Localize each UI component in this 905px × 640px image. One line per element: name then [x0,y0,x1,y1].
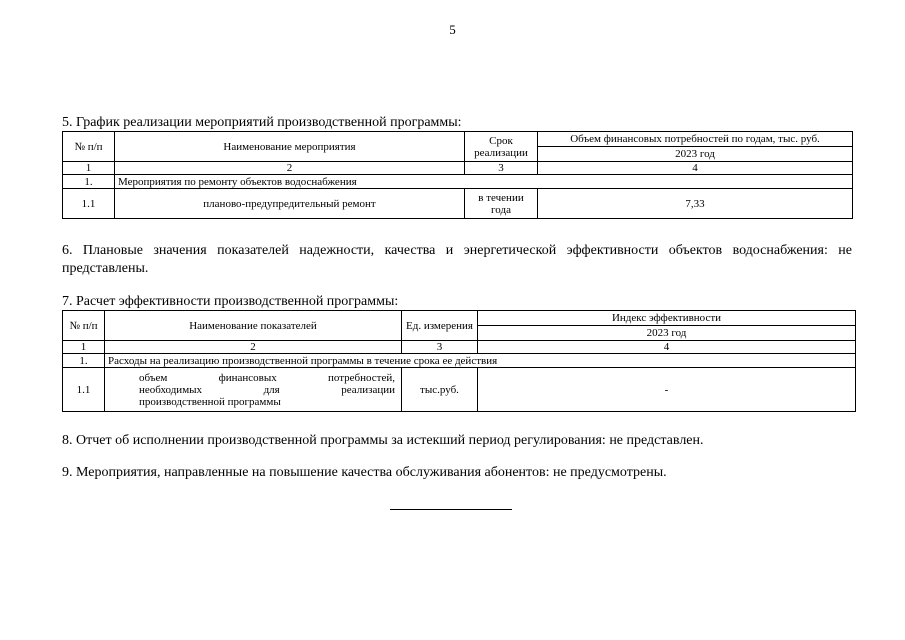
page-number: 5 [449,22,456,37]
header-num: № п/п [63,132,115,162]
header-name: Наименование мероприятия [115,132,465,162]
row-name-word: необходимых [139,383,203,396]
section-8-text: 8. Отчет об исполнении производственной программы за истекший период регулирования: не представлен. [62,433,704,448]
group-label: Расходы на реализацию производственной программы в течение срока ее действия [105,354,856,368]
colnum: 1 [63,162,115,175]
efficiency-table [62,310,856,412]
group-num: 1. [63,175,115,189]
colnum: 2 [105,341,402,354]
header-volume: Объем финансовых потребностей по годам, тыс. руб. [538,132,853,147]
header-index: Индекс эффективности [478,311,856,326]
header-year: 2023 год [538,147,853,162]
header-name: Наименование показателей [105,311,402,341]
section-9-text: 9. Мероприятия, направленные на повышение качества обслуживания абонентов: не предусмотрены. [62,465,667,480]
row-name [105,368,402,412]
group-label: Мероприятия по ремонту объектов водоснабжения [115,175,853,189]
end-separator [390,509,512,510]
row-name: планово-предупредительный ремонт [115,189,465,219]
section-7-title: 7. Расчет эффективности производственной программы: [62,294,399,309]
section-6-text: 6. Плановые значения показателей надежности, качества и энергетической эффективности объектов водоснабжения: не представлены. [62,243,852,276]
row-value: 7,33 [538,189,853,219]
row-name-word: объем [139,371,168,384]
group-num: 1. [63,354,105,368]
row-name-word: потребностей, [327,371,395,384]
colnum: 2 [115,162,465,175]
colnum: 1 [63,341,105,354]
row-value: - [478,368,856,412]
row-name-word: для [263,383,280,396]
colnum: 3 [402,341,478,354]
colnum: 4 [478,341,856,354]
schedule-table [62,131,853,219]
header-year: 2023 год [478,326,856,341]
colnum: 4 [538,162,853,175]
header-unit: Ед. измерения [402,311,478,341]
header-term: Срок реализации [465,132,538,162]
colnum: 3 [465,162,538,175]
row-unit: тыс.руб. [402,368,478,412]
section-5-title: 5. График реализации мероприятий производственной программы: [62,115,462,130]
row-name-word: реализации [341,383,395,396]
header-num: № п/п [63,311,105,341]
row-num: 1.1 [63,189,115,219]
row-num: 1.1 [63,368,105,412]
row-name-line: производственной программы [139,395,281,408]
row-name-word: финансовых [218,371,277,384]
row-term: в течении года [465,189,538,219]
